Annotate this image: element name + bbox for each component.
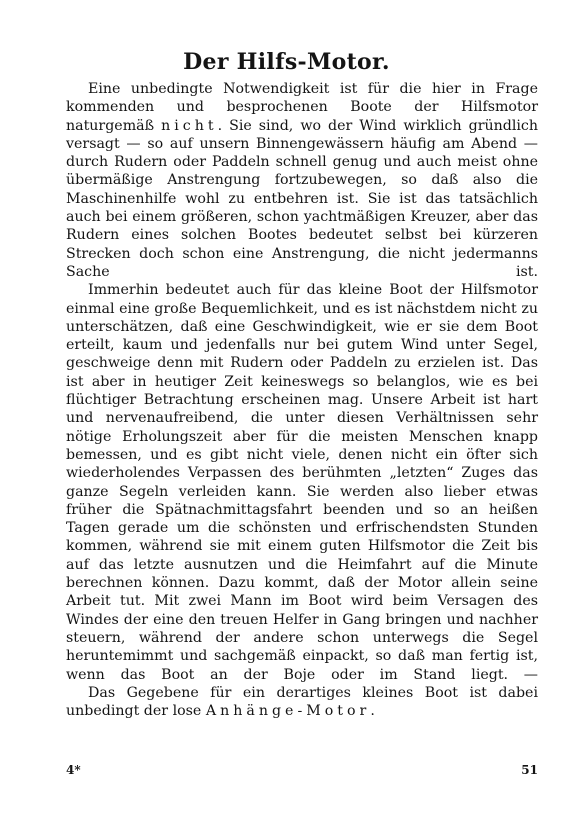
page-title: Der Hilfs-Motor. <box>183 49 390 75</box>
emphasis-anhaenge-motor: Anhänge-Motor <box>205 703 371 720</box>
paragraph-1-text-b: . Sie sind, wo der Wind wirklich gründlich versagt — so auf unsern Binnengewässern häufig am Abend — durch Rudern oder Paddeln schnell genug und auch meist ohne übermäßige Anstrengung fortzubewegen, so daß also die Maschinenhilfe wohl zu entbehren ist. Sie ist das tatsächlich auch bei einem größeren, schon yachtmäßigen Kreuzer, aber das Rudern eines solchen Bootes bedeutet selbst bei kürzeren Strecken doch schon eine Anstrengung, die nicht jedermanns Sache ist. <box>66 117 539 280</box>
paragraph-2: Immerhin bedeutet auch für das kleine Boot der Hilfsmotor einmal eine große Bequemlichkeit, und es ist nächstdem nicht zu unterschätzen, daß eine Geschwindigkeit, wie er sie dem Boot erteilt, kaum und jedenfalls nur bei gutem Wind unter Segel, geschweige denn mit Rudern oder Paddeln zu erzielen ist. Das ist aber in heutiger Zeit keineswegs so belanglos, wie es bei flüchtiger Betrachtung erscheinen mag. Unsere Arbeit ist hart und nervenaufreibend, die unter diesen Verhältnissen sehr nötige Erholungszeit aber für die meisten Menschen knapp bemessen, und es gibt nicht viele, denen nicht ein öfter sich wiederholendes Verpassen des berühmten „letzten“ Zuges das ganze Segeln verleiden kann. Sie werden also lieber etwas früher die Spätnachmittagsfahrt beenden und so an heißen Tagen gerade um die schönsten und erfrischendsten Stunden kommen, während sie mit einem guten Hilfsmotor die Zeit bis auf das letzte ausnutzen und die Heimfahrt auf die Minute berechnen können. Dazu kommt, daß der Motor allein seine Arbeit tut. Mit zwei Mann im Boot wird beim Versagen des Windes der eine den treuen Helfer in Gang bringen und nachher steuern, während der andere schon unterwegs die Segel heruntemimmt und sachgemäß einpackt, so daß man fertig ist, wenn das Boot an der Boje oder im Stand liegt. — <box>66 282 538 683</box>
emphasis-nicht: nicht <box>161 117 218 134</box>
page-footer <box>66 763 538 783</box>
paragraph-3 <box>66 684 538 721</box>
paragraph-1-text-a: Eine unbedingte Notwendigkeit ist für die hier in Frage kommenden und besprochenen Boote der Hilfsmotor naturgemäß <box>66 81 538 134</box>
paragraph-1 <box>66 80 538 281</box>
page-number: 51 <box>521 763 538 777</box>
signature-mark: 4* <box>66 763 81 777</box>
paragraph-3-text-a: Das Gegebene für ein derartiges kleines Boot ist dabei unbedingt der lose <box>66 684 538 720</box>
paragraph-3-text-b: . <box>370 703 375 720</box>
body-text <box>66 80 538 720</box>
